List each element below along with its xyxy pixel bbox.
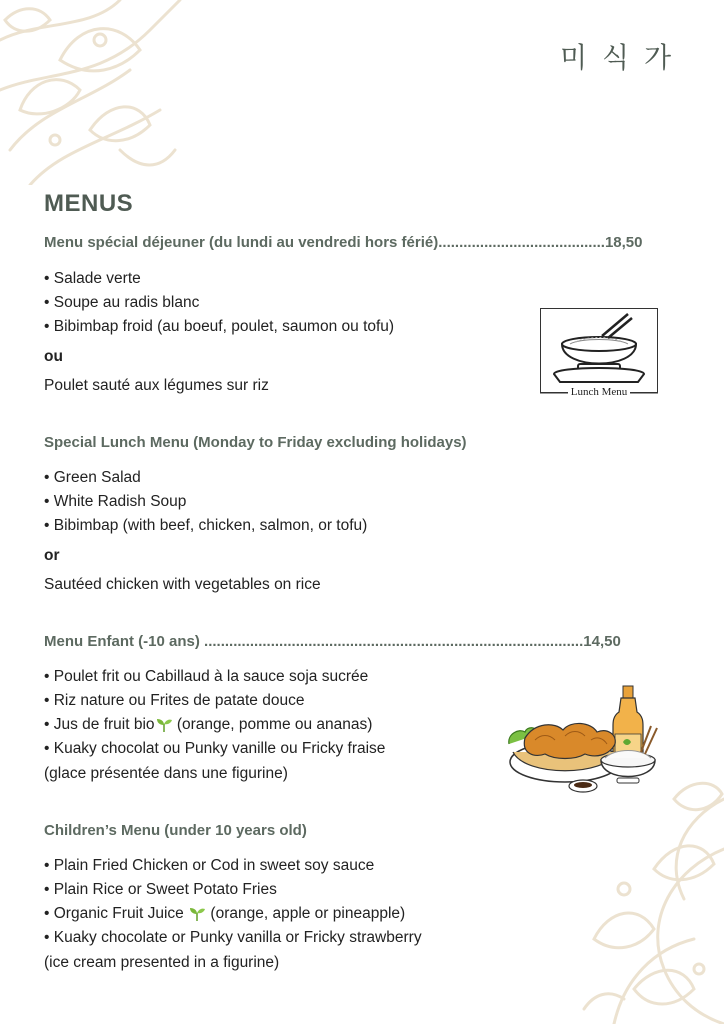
organic-sprout-icon xyxy=(188,905,206,921)
lunch-menu-illustration xyxy=(540,308,658,400)
list-item: • Bibimbap (with beef, chicken, salmon, or tofu) xyxy=(44,517,368,534)
restaurant-logo-text: 미 식 가 xyxy=(560,41,674,74)
alternative-dish: Poulet sauté aux légumes sur riz xyxy=(44,377,269,394)
list-item: • White Radish Soup xyxy=(44,493,187,510)
lunch-menu-fr-heading xyxy=(44,234,643,251)
list-item-note: (ice cream presented in a figurine) xyxy=(44,954,280,971)
organic-sprout-icon xyxy=(155,716,173,732)
corner-ornament-bottom-right xyxy=(574,779,724,1024)
lunch-menu-caption: Lunch Menu xyxy=(568,386,631,398)
juice-label: • Jus de fruit bio xyxy=(44,716,155,733)
list-item-juice xyxy=(44,716,372,734)
juice-options: (orange, apple or pineapple) xyxy=(206,905,406,922)
kids-menu-price: 14,50 xyxy=(583,633,621,650)
price-leader: ........................................ xyxy=(438,234,605,251)
list-item: • Plain Fried Chicken or Cod in sweet soy sauce xyxy=(44,857,375,874)
list-item-juice xyxy=(44,905,405,923)
alternative-dish: Sautéed chicken with vegetables on rice xyxy=(44,576,321,593)
price-leader: ........................................................................................... xyxy=(204,633,584,650)
list-item: • Bibimbap froid (au boeuf, poulet, saumon ou tofu) xyxy=(44,318,395,335)
or-separator: or xyxy=(44,547,60,564)
juice-label: • Organic Fruit Juice xyxy=(44,905,189,922)
lunch-menu-price: 18,50 xyxy=(604,234,643,251)
or-separator: ou xyxy=(44,348,63,365)
list-item: • Kuaky chocolate or Punky vanilla or Fricky strawberry xyxy=(44,929,422,946)
list-item: • Riz nature ou Frites de patate douce xyxy=(44,692,305,709)
list-item: • Kuaky chocolat ou Punky vanille ou Fricky fraise xyxy=(44,740,386,757)
corner-ornament-top-left xyxy=(0,0,185,185)
kids-menu-en-heading: Children’s Menu (under 10 years old) xyxy=(44,822,307,839)
lunch-menu-fr-title: Menu spécial déjeuner (du lundi au vendredi hors férié) xyxy=(44,234,439,251)
list-item-note: (glace présentée dans une figurine) xyxy=(44,765,288,782)
list-item: • Salade verte xyxy=(44,270,141,287)
kids-menu-fr-heading xyxy=(44,633,621,650)
list-item: • Poulet frit ou Cabillaud à la sauce soja sucrée xyxy=(44,668,369,685)
list-item: • Plain Rice or Sweet Potato Fries xyxy=(44,881,277,898)
lunch-menu-en-heading: Special Lunch Menu (Monday to Friday excluding holidays) xyxy=(44,434,467,451)
list-item: • Soupe au radis blanc xyxy=(44,294,200,311)
list-item: • Green Salad xyxy=(44,469,141,486)
page-title: MENUS xyxy=(44,190,134,217)
juice-options: (orange, pomme ou ananas) xyxy=(172,716,373,733)
kids-menu-fr-title: Menu Enfant (-10 ans) xyxy=(44,633,200,650)
kids-meal-illustration xyxy=(505,682,665,797)
